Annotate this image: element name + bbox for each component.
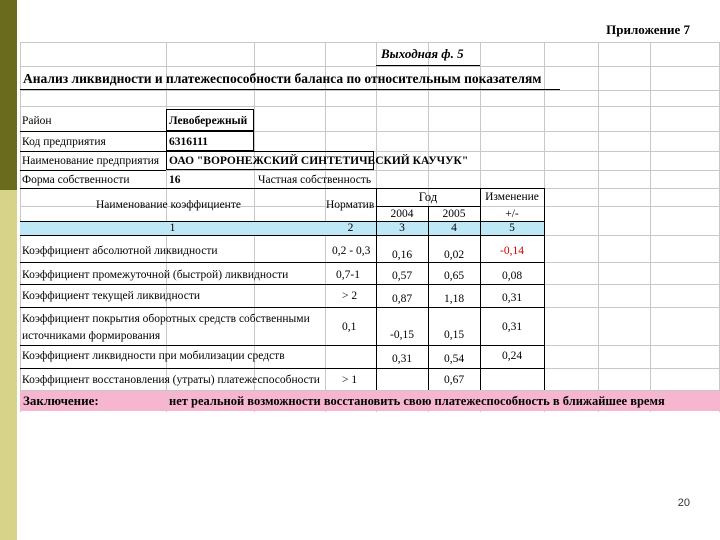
code-label: Код предприятия (22, 136, 106, 148)
table-row-change: 0,31 (501, 292, 523, 304)
table-row-name: Коэффициент абсолютной ликвидности (22, 245, 218, 257)
table-row-norm: 0,2 - 0,3 (332, 245, 371, 257)
ownership-label: Форма собственности (22, 174, 130, 186)
header-line (376, 188, 544, 189)
table-row-2005: 0,67 (443, 374, 465, 386)
table-row-2005: 0,54 (443, 353, 465, 365)
table-row-2004: 0,87 (391, 293, 413, 305)
table-border (480, 235, 481, 390)
row-line (20, 307, 544, 308)
header-year: Год (418, 190, 438, 204)
table-row-norm: 0,7-1 (336, 269, 360, 281)
table-row-name: Коэффициент восстановления (утраты) платежеспособности (22, 374, 320, 386)
ownership-code: 16 (169, 174, 181, 186)
grid-line (598, 42, 599, 412)
slide-side-bar-accent (0, 190, 17, 540)
row-line (20, 345, 544, 346)
main-title: Анализ ликвидности и платежеспособности баланса по относительным показателям (23, 71, 542, 86)
header-change-1: Изменение (485, 191, 539, 203)
grid-line (650, 42, 651, 412)
header-name: Наименование коэффициенте (96, 199, 241, 211)
header-change-2: +/- (505, 208, 519, 220)
table-border (376, 235, 377, 390)
header-line (20, 235, 544, 236)
table-row-2005: 0,65 (443, 270, 465, 282)
table-row-name-cont: источниками формирования (22, 330, 161, 342)
table-row-change: -0,14 (500, 245, 524, 257)
grid-line (20, 90, 720, 91)
name-label: Наименование предприятия (22, 155, 160, 167)
table-row-2005: 0,02 (443, 249, 465, 261)
name-value: ОАО "ВОРОНЕЖСКИЙ СИНТЕТИЧЕСКИЙ КАУЧУК" (169, 155, 469, 167)
col-number-4: 4 (451, 222, 457, 234)
conclusion-label: Заключение: (23, 393, 99, 408)
col-number-1: 1 (169, 222, 176, 234)
table-row-2005: 0,15 (443, 329, 465, 341)
appendix-label: Приложение 7 (606, 22, 690, 37)
table-border (544, 235, 545, 390)
table-row-2004: -0,15 (390, 329, 414, 341)
table-row-norm: > 1 (342, 374, 358, 386)
table-row-2004: 0,57 (391, 270, 413, 282)
table-row-name: Коэффициент промежуточной (быстрой) ликвидности (22, 269, 289, 281)
info-line (20, 131, 166, 132)
col-number-5: 5 (509, 222, 515, 234)
grid-line (20, 66, 720, 67)
ownership-value: Частная собственность (258, 174, 372, 186)
table-row-change: 0,08 (501, 270, 523, 282)
spreadsheet (20, 42, 720, 412)
table-row-name: Коэффициент текущей ликвидности (22, 290, 200, 302)
table-row-2004: 0,31 (391, 353, 413, 365)
header-line (544, 188, 545, 235)
conclusion-text: нет реальной возможности восстановить свою платежеспособность в ближайшее время (169, 394, 665, 408)
header-2005: 2005 (442, 208, 466, 220)
table-row-change: 0,31 (501, 321, 523, 333)
header-line (20, 221, 544, 222)
info-line (20, 188, 376, 189)
title-underline (20, 89, 560, 90)
table-border (428, 235, 429, 390)
table-row-norm: > 2 (342, 290, 358, 302)
district-value: Левобережный (169, 115, 248, 127)
col-number-2: 2 (347, 222, 354, 234)
row-line (20, 284, 544, 285)
form-label: Выходная ф. 5 (381, 46, 464, 61)
table-row-name: Коэффициент ликвидности при мобилизации средств (22, 350, 285, 362)
header-2004: 2004 (390, 208, 414, 220)
grid-line (20, 106, 720, 107)
info-line (20, 170, 166, 171)
table-row-name: Коэффициент покрытия оборотных средств собственными (22, 313, 310, 325)
table-row-2004: 0,16 (391, 249, 413, 261)
row-line (20, 262, 544, 263)
col-number-3: 3 (399, 222, 405, 234)
district-label: Район (22, 115, 52, 127)
code-value: 6316111 (169, 136, 208, 148)
header-norm: Норматив (326, 199, 375, 211)
row-line (20, 368, 544, 369)
table-row-norm: 0,1 (342, 321, 357, 333)
info-line (20, 151, 166, 152)
grid-line (20, 42, 720, 43)
table-row-2005: 1,18 (443, 293, 465, 305)
form-label-underline (376, 65, 480, 66)
page-number: 20 (677, 497, 690, 509)
table-row-change: 0,24 (501, 350, 523, 362)
